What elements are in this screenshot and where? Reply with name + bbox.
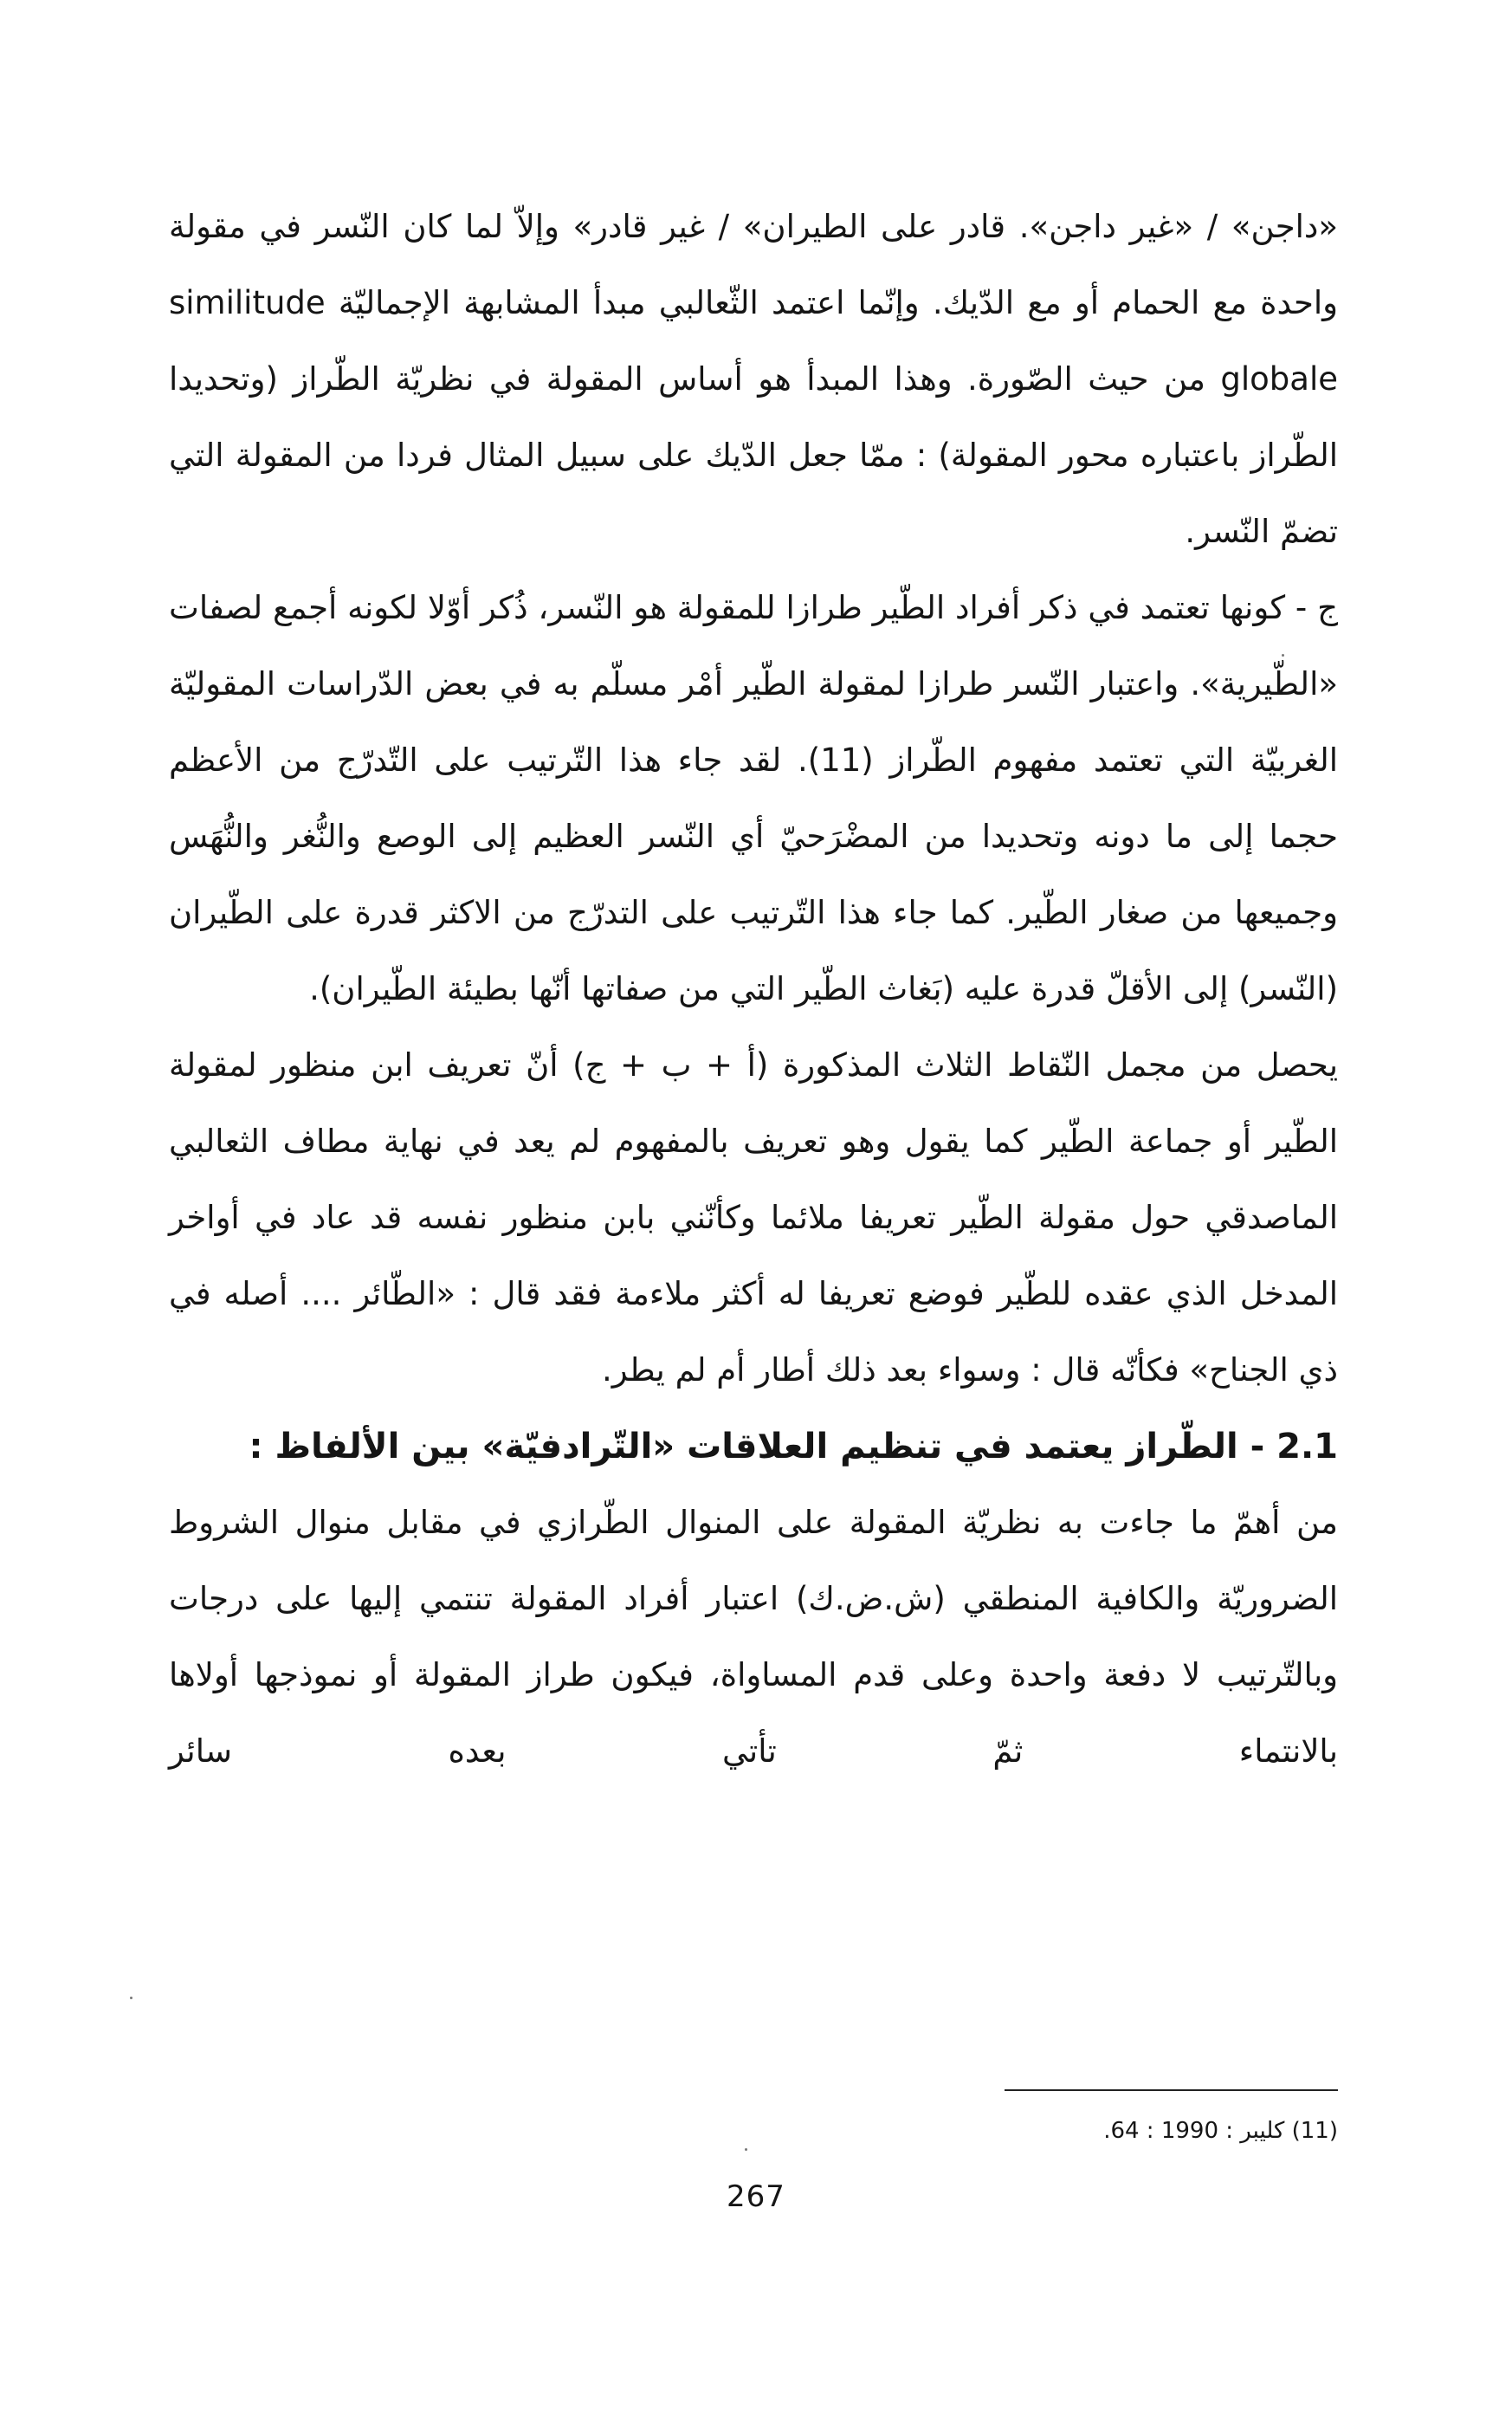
paragraph-4: من أهمّ ما جاءت به نظريّة المقولة على المنوال الطّرازي في مقابل منوال الشروط الضروريّة والكافية المنطقي (ش.ض.ك) اعتبار أفراد المقولة تنتمي إليها على درجات وبالتّرتيب لا دفعة واحدة وعلى قدم المساواة، فيكون طراز المقولة أو نموذجها أولاها بالانتماء ثمّ تأتي بعده سائر	[169, 1504, 1338, 1770]
scan-speck	[1282, 654, 1284, 657]
page-number: 267	[727, 2179, 785, 2214]
paragraph-3: يحصل من مجمل النّقاط الثلاث المذكورة (أ + ب + ج) أنّ تعريف ابن منظور لمقولة الطّير أو جماعة الطّير كما يقول وهو تعريف بالمفهوم لم يعد في نهاية مطاف الثعالبي الماصدقي حول مقولة الطّير تعريفا ملائما وكأنّني بابن منظور نفسه قد عاد في أواخر المدخل الذي عقده للطّير فوضع تعريفا له أكثر ملاءمة فقد قال : «الطّائر .... أصله في ذي الجناح» فكأنّه قال : وسواء بعد ذلك أطار أم لم يطر.	[169, 1046, 1338, 1389]
section-heading: 2.1 - الطّراز يعتمد في تنظيم العلاقات «التّرادفيّة» بين الألفاظ :	[249, 1427, 1338, 1466]
paragraph-2: ج - كونها تعتمد في ذكر أفراد الطّير طرازا للمقولة هو النّسر، ذُكر أوّلا لكونه أجمع لصفات «الطّيرية». واعتبار النّسر طرازا لمقولة الطّير أمْر مسلّم به في بعض الدّراسات المقوليّة الغربيّة التي تعتمد مفهوم الطّراز (11). لقد جاء هذا التّرتيب على التّدرّج من الأعظم حجما إلى ما دونه وتحديدا من المضْرَحيّ أي النّسر العظيم إلى الوصع والنُّغر والنُّهَس وجميعها من صغار الطّير. كما جاء هذا التّرتيب على التدرّج من الاكثر قدرة على الطّيران (النّسر) إلى الأقلّ قدرة عليه (بَغاث الطّير التي من صفاتها أنّها بطيئة الطّيران).	[169, 589, 1339, 1007]
footnote: (11) كليبر : 1990 : 64.	[1103, 2118, 1338, 2144]
paragraph-1: «داجن» / «غير داجن». قادر على الطيران» / غير قادر» وإلاّ لما كان النّسر في مقولة واحدة مع الحمام أو مع الدّيك. وإنّما اعتمد الثّعالبي مبدأ المشابهة الإجماليّة similitude globale من حيث الصّورة. وهذا المبدأ هو أساس المقولة في نظريّة الطّراز (وتحديدا الطّراز باعتباره محور المقولة) : ممّا جعل الدّيك على سبيل المثال فردا من المقولة التي تضمّ النّسر.	[169, 208, 1338, 550]
footnote-separator	[1005, 2089, 1338, 2091]
body-text	[169, 189, 1338, 1790]
scan-speck	[130, 1997, 132, 1999]
scan-speck	[745, 2148, 747, 2151]
